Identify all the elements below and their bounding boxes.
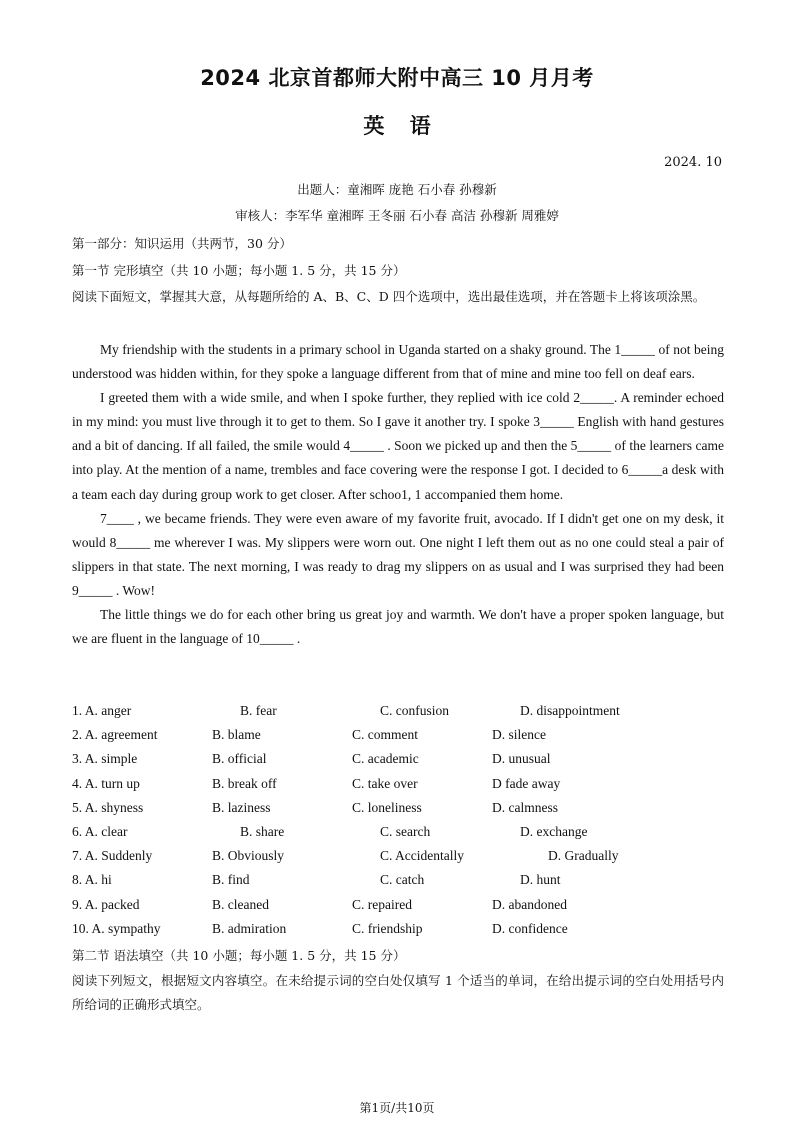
option-a: 9. A. packed: [72, 896, 140, 912]
section2-heading: 第二节 语法填空（共 10 小题；每小题 1. 5 分，共 15 分）: [72, 948, 406, 963]
option-b: B. share: [240, 823, 285, 839]
option-d: D. abandoned: [492, 896, 567, 912]
option-b: B. blame: [212, 727, 261, 743]
option-d: D. unusual: [492, 751, 551, 767]
passage-paragraph: My friendship with the students in a primary school in Uganda started on a shaky ground. The 1_____ of not being understood was hidden within, for they spoke a language different from that of mine and mine too fell on deaf ears.: [72, 342, 724, 382]
option-c: C. loneliness: [352, 799, 422, 815]
option-c: C. search: [380, 823, 431, 839]
option-b: B. break off: [212, 775, 277, 791]
option-a: 7. A. Suddenly: [72, 848, 153, 864]
option-b: B. find: [212, 872, 250, 888]
option-c: C. confusion: [380, 703, 449, 718]
option-d: D. exchange: [520, 823, 588, 839]
option-a: 2. A. agreement: [72, 727, 158, 743]
option-a: 1. A. anger: [72, 703, 132, 718]
passage-paragraph: I greeted them with a wide smile, and when I spoke further, they replied with ice cold 2_____. A reminder echoed in my mind: you must live through it to get to them. So I gave it another try. I spoke 3_____ English with hand gestures and a bit of dancing. If all failed, the smile would 4_____ . Soon we picked up and then the 5_____ of the learners came into play. At the mention of a name, trembles and face covering were the response I got. I decided to 6_____a desk with a team each day during group work to get closer. After schoo1, 1 accompanied them home.: [72, 390, 724, 502]
subject-title: 英 语: [363, 114, 431, 138]
option-d: D. hunt: [520, 872, 561, 888]
option-d: D. calmness: [492, 799, 558, 815]
option-c: C. take over: [352, 775, 418, 791]
page-number: 第1页/共10页: [359, 1101, 435, 1115]
option-c: C. friendship: [352, 920, 423, 936]
section1-heading: 第一节 完形填空（共 10 小题；每小题 1. 5 分，共 15 分）: [72, 263, 406, 278]
option-a: 5. A. shyness: [72, 799, 144, 815]
question-setters: 出题人：童湘晖 庞艳 石小春 孙穆新: [297, 182, 497, 197]
option-c: C. Accidentally: [380, 848, 464, 864]
option-c: C. comment: [352, 727, 418, 743]
exam-title: 2024 北京首都师大附中高三 10 月月考: [200, 66, 594, 90]
option-d: D. silence: [492, 727, 546, 743]
passage-paragraph: 7____ , we became friends. They were even aware of my favorite fruit, avocado. If I didn't get one on my desk, it would 8_____ me wherever I was. My slippers were worn out. One night I left them out as no one could steal a pair of slippers in that state. The next morning, I was ready to drag my slippers on as usual and I was surprised they had been 9_____ . Wow!: [72, 510, 724, 598]
option-b: B. fear: [240, 703, 277, 718]
option-c: C. repaired: [352, 896, 412, 912]
exam-date: 2024. 10: [664, 155, 722, 170]
passage-paragraph: The little things we do for each other bring us great joy and warmth. We don't have a proper spoken language, but we are fluent in the language of 10_____ .: [72, 607, 724, 647]
option-d: D. confidence: [492, 920, 568, 936]
cloze-passage: [72, 338, 724, 651]
option-b: B. laziness: [212, 799, 271, 815]
option-a: 8. A. hi: [72, 872, 112, 888]
reviewers: 审核人：李军华 童湘晖 王冬丽 石小春 高洁 孙穆新 周雅婷: [235, 208, 559, 223]
option-a: 10. A. sympathy: [72, 920, 161, 936]
option-c: C. catch: [380, 872, 425, 888]
option-b: B. Obviously: [212, 848, 285, 864]
option-d: D. Gradually: [548, 848, 619, 864]
option-a: 6. A. clear: [72, 823, 128, 839]
option-a: 4. A. turn up: [72, 775, 140, 791]
section1-instruction: 阅读下面短文，掌握其大意，从每题所给的 A、B、C、D 四个选项中，选出最佳选项，并在答题卡上将该项涂黑。: [72, 289, 706, 304]
section2-instruction: 阅读下列短文，根据短文内容填空。在未给提示词的空白处仅填写 1 个适当的单词，在给出提示词的空白处用括号内所给词的正确形式填空。: [72, 973, 724, 1012]
option-d: D. disappointment: [520, 703, 620, 718]
option-d: D fade away: [492, 775, 561, 791]
option-c: C. academic: [352, 751, 419, 767]
option-b: B. admiration: [212, 920, 287, 936]
part1-heading: 第一部分：知识运用（共两节，30 分）: [72, 236, 292, 251]
option-a: 3. A. simple: [72, 751, 138, 767]
option-b: B. official: [212, 751, 267, 767]
option-b: B. cleaned: [212, 896, 269, 912]
